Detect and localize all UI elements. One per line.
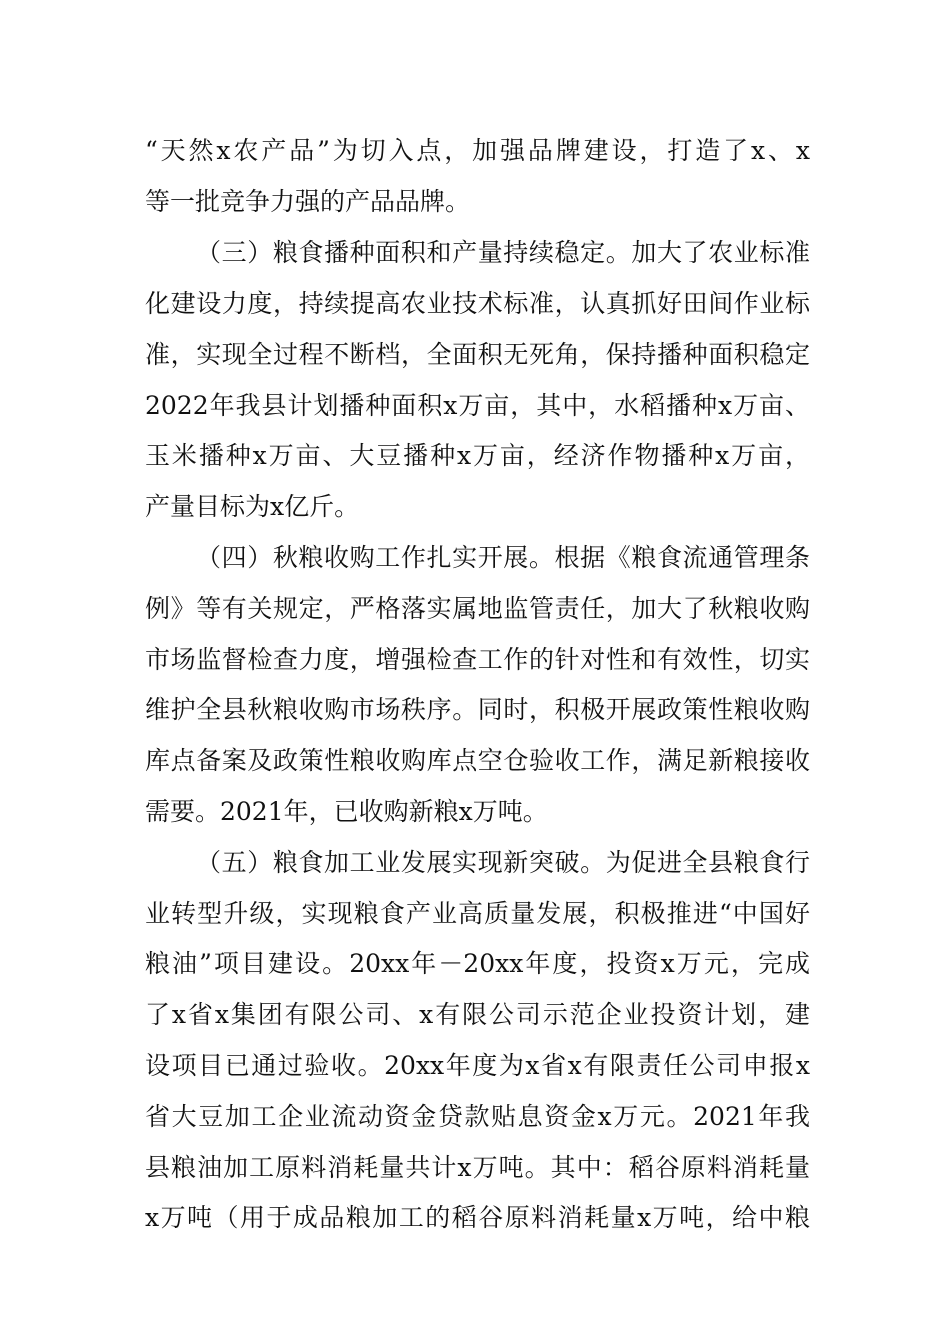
text-line: 等一批竞争力强的产品品牌。 <box>145 187 471 216</box>
text-line: 2022年我县计划播种面积x万亩，其中，水稻播种x万亩、 <box>145 391 810 420</box>
text-line: 设项目已通过验收。20xx年度为x省x有限责任公司申报x <box>145 1051 810 1080</box>
paragraph-heading-line: （五）粮食加工业发展实现新突破。为促进全县粮食行 <box>196 848 810 877</box>
text-line: 省大豆加工企业流动资金贷款贴息资金x万元。2021年我 <box>145 1102 810 1131</box>
text-line: 准，实现全过程不断档，全面积无死角，保持播种面积稳定 <box>145 340 810 369</box>
text-line: 化建设力度，持续提高农业技术标准，认真抓好田间作业标 <box>145 289 810 318</box>
text-line: x万吨（用于成品粮加工的稻谷原料消耗量x万吨，给中粮 <box>145 1203 810 1232</box>
text-line: 市场监督检查力度，增强检查工作的针对性和有效性，切实 <box>145 645 810 674</box>
text-line: 玉米播种x万亩、大豆播种x万亩，经济作物播种x万亩， <box>145 441 810 470</box>
text-line: 业转型升级，实现粮食产业高质量发展，积极推进“中国好 <box>145 899 810 928</box>
text-line: 例》等有关规定，严格落实属地监管责任，加大了秋粮收购 <box>145 594 810 623</box>
text-line: 县粮油加工原料消耗量共计x万吨。其中：稻谷原料消耗量 <box>145 1153 810 1182</box>
text-line: 维护全县秋粮收购市场秩序。同时，积极开展政策性粮收购 <box>145 695 810 724</box>
text-line: 需要。2021年，已收购新粮x万吨。 <box>145 797 548 826</box>
text-line: 库点备案及政策性粮收购库点空仓验收工作，满足新粮接收 <box>145 746 810 775</box>
paragraph-heading-line: （三）粮食播种面积和产量持续稳定。加大了农业标准 <box>196 238 810 267</box>
text-line: 粮油”项目建设。20xx年－20xx年度，投资x万元，完成 <box>145 949 810 978</box>
text-line: “天然x农产品”为切入点，加强品牌建设，打造了x、x <box>145 136 810 165</box>
text-line: 了x省x集团有限公司、x有限公司示范企业投资计划，建 <box>145 1000 810 1029</box>
text-line: 产量目标为x亿斤。 <box>145 492 360 521</box>
paragraph-heading-line: （四）秋粮收购工作扎实开展。根据《粮食流通管理条 <box>196 543 810 572</box>
